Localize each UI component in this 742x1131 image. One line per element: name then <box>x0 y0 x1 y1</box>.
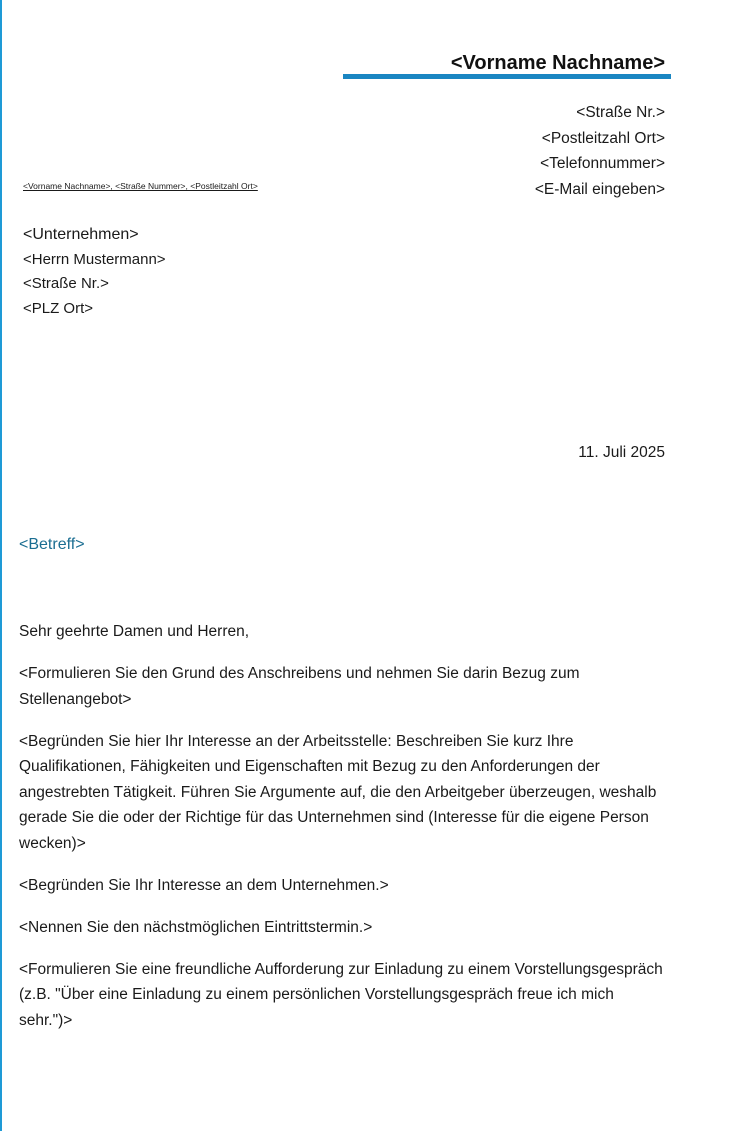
heading-accent-rule <box>343 74 671 79</box>
return-address-line[interactable]: <Vorname Nachname>, <Straße Nummer>, <Postleitzahl Ort> <box>23 181 258 191</box>
sender-address-block <box>535 100 665 202</box>
recipient-street[interactable]: <Straße Nr.> <box>23 275 109 292</box>
sender-email[interactable]: <E-Mail eingeben> <box>534 180 665 198</box>
body-paragraph-invitation[interactable]: <Formulieren Sie eine freundliche Aufforderung zur Einladung zu einem Vorstellungsgespräch (z.B. "Über eine Einladung zu einem persönlichen Vorstellungsgespräch freue ich mich sehr.")> <box>19 960 663 1029</box>
body-paragraph-qualifications[interactable]: <Begründen Sie hier Ihr Interesse an der Arbeitsstelle: Beschreiben Sie kurz Ihre Qualifikationen, Fähigkeiten und Eigenschaften mit Bezug zu den Anforderungen der angestrebten Tätigkeit. Führen Sie Argumente auf, die den Arbeitgeber überzeugen, weshalb gerade Sie die oder der Richtige für das Unternehmen sind (Interesse für die eigene Person wecken)> <box>19 732 657 852</box>
recipient-city[interactable]: <PLZ Ort> <box>23 299 94 317</box>
sender-name-heading[interactable]: <Vorname Nachname> <box>450 52 665 74</box>
letter-date[interactable]: 11. Juli 2025 <box>578 444 665 461</box>
body-paragraph-start-date[interactable]: <Nennen Sie den nächstmöglichen Eintrittstermin.> <box>19 918 373 936</box>
body-paragraph-reason[interactable]: <Formulieren Sie den Grund des Anschreibens und nehmen Sie darin Bezug zum Stellenangebot> <box>19 665 580 708</box>
salutation[interactable]: Sehr geehrte Damen und Herren, <box>19 623 250 640</box>
letter-subject[interactable]: <Betreff> <box>19 536 85 553</box>
recipient-contact[interactable]: <Herrn Mustermann> <box>23 250 166 268</box>
sender-postal-city[interactable]: <Postleitzahl Ort> <box>541 129 665 147</box>
letter-body <box>19 619 669 1050</box>
body-paragraph-company-interest[interactable]: <Begründen Sie Ihr Interesse an dem Unternehmen.> <box>19 876 389 894</box>
page-left-border <box>0 0 2 1131</box>
recipient-company[interactable]: <Unternehmen> <box>23 226 139 243</box>
recipient-address-block <box>23 223 166 321</box>
sender-phone[interactable]: <Telefonnummer> <box>540 155 665 172</box>
sender-street[interactable]: <Straße Nr.> <box>576 104 665 121</box>
